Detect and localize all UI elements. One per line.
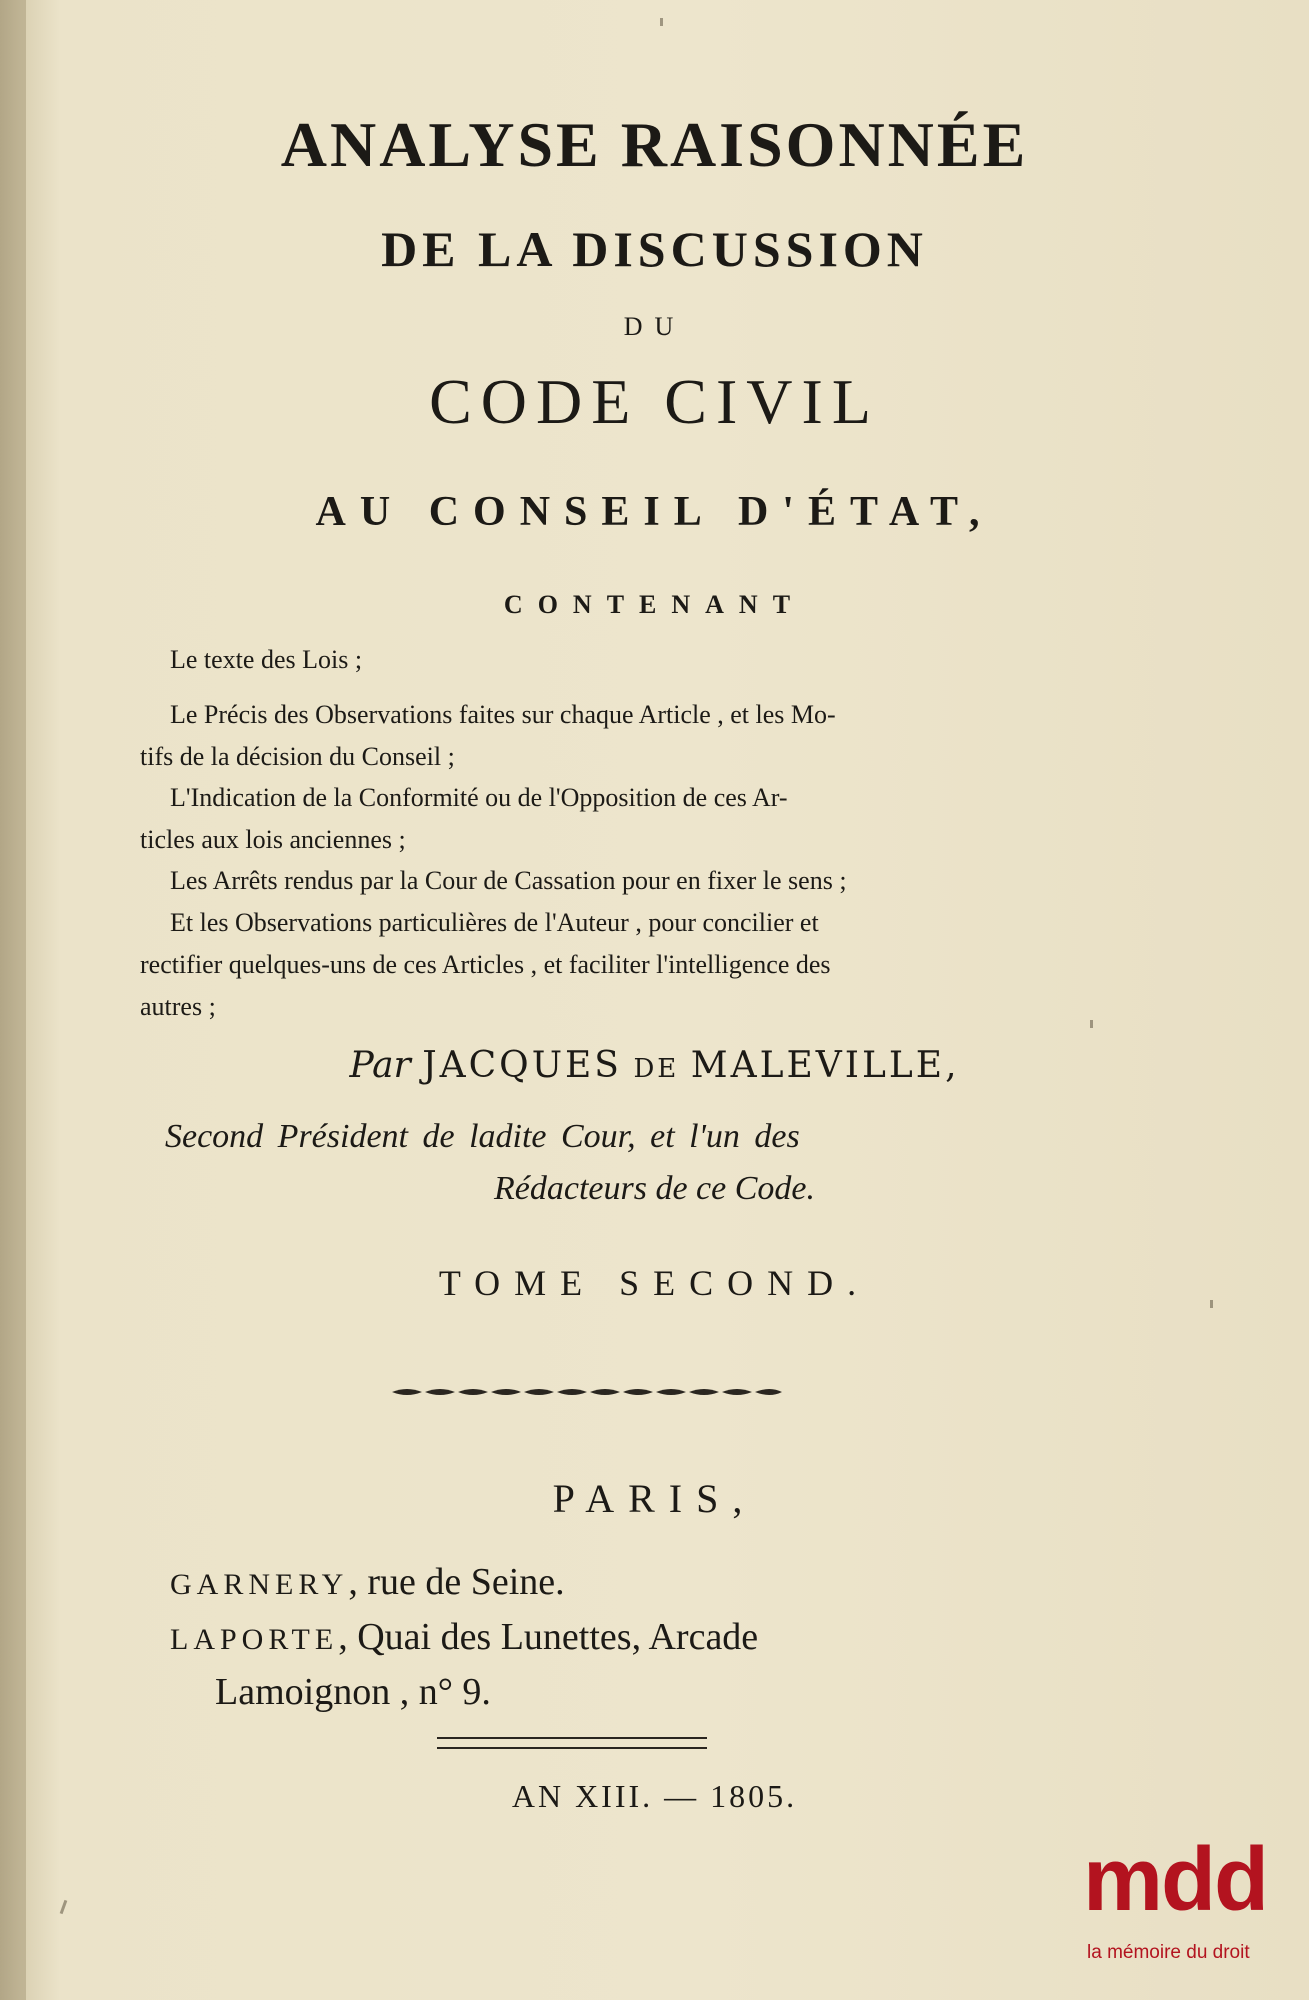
contents-item-1: Le texte des Lois ; [170, 645, 363, 674]
publisher-1-name: GARNERY [170, 1568, 349, 1601]
author-by: Par [349, 1045, 411, 1086]
author-first-name: JACQUES [422, 1045, 622, 1086]
contents-item-5-line-2: rectifier quelques-uns de ces Articles , et faciliter l'intelligence des [140, 950, 831, 979]
contents-item-2-line-1: Le Précis des Observations faites sur chaque Article , et les Mo- [170, 700, 836, 729]
publisher-2-name: LAPORTE [170, 1623, 339, 1656]
paper-speck [60, 1900, 68, 1914]
author-last-name: MALEVILLE, [690, 1045, 960, 1086]
author-particle: DE [633, 1054, 680, 1084]
contents-item-3-line-1: L'Indication de la Conformité ou de l'Opposition de ces Ar- [170, 783, 788, 812]
title-line-2: DE LA DISCUSSION [381, 221, 928, 277]
author-line [0, 1045, 1309, 1086]
mdd-logo-text: la mémoire du droit [1087, 1942, 1250, 1963]
contents-item-4: Les Arrêts rendus par la Cour de Cassation pour en fixer le sens ; [170, 866, 847, 895]
imprint-date: AN XIII. — 1805. [511, 1778, 798, 1814]
publisher-1-address: , rue de Seine. [348, 1561, 565, 1603]
publisher-2-address: , Quai des Lunettes, Arcade [338, 1616, 759, 1658]
mdd-logo-mark: mdd [1083, 1830, 1267, 1930]
paper-speck [660, 18, 663, 26]
imprint-publisher-2-address-cont: Lamoignon , n° 9. [215, 1671, 491, 1713]
paper-speck [1210, 1300, 1213, 1308]
author-role-line-2: Rédacteurs de ce Code. [494, 1170, 815, 1207]
imprint-city: PARIS, [552, 1476, 757, 1521]
contents-item-3-line-2: ticles aux lois anciennes ; [140, 825, 406, 854]
imprint-publisher-2 [170, 1615, 758, 1659]
title-line-4: CODE CIVIL [429, 366, 880, 437]
ornamental-rule [392, 1386, 782, 1398]
contents-item-5-line-3: autres ; [140, 992, 216, 1021]
page-gutter-shadow [0, 0, 26, 2000]
imprint-publisher-1 [170, 1560, 565, 1604]
mdd-watermark-logo [1075, 1830, 1295, 1980]
title-line-5: AU CONSEIL D'ÉTAT, [315, 489, 994, 535]
title-line-3: DU [623, 312, 686, 341]
volume-label: TOME SECOND. [438, 1263, 871, 1303]
paper-speck [1090, 1020, 1093, 1028]
contents-item-5-line-1: Et les Observations particulières de l'Auteur , pour concilier et [170, 908, 819, 937]
contenant-heading: CONTENANT [503, 590, 806, 619]
author-role-line-1: Second Président de ladite Cour, et l'un des [165, 1118, 800, 1155]
title-line-1: ANALYSE RAISONNÉE [280, 109, 1029, 180]
contents-item-2-line-2: tifs de la décision du Conseil ; [140, 742, 455, 771]
double-rule [437, 1737, 707, 1749]
